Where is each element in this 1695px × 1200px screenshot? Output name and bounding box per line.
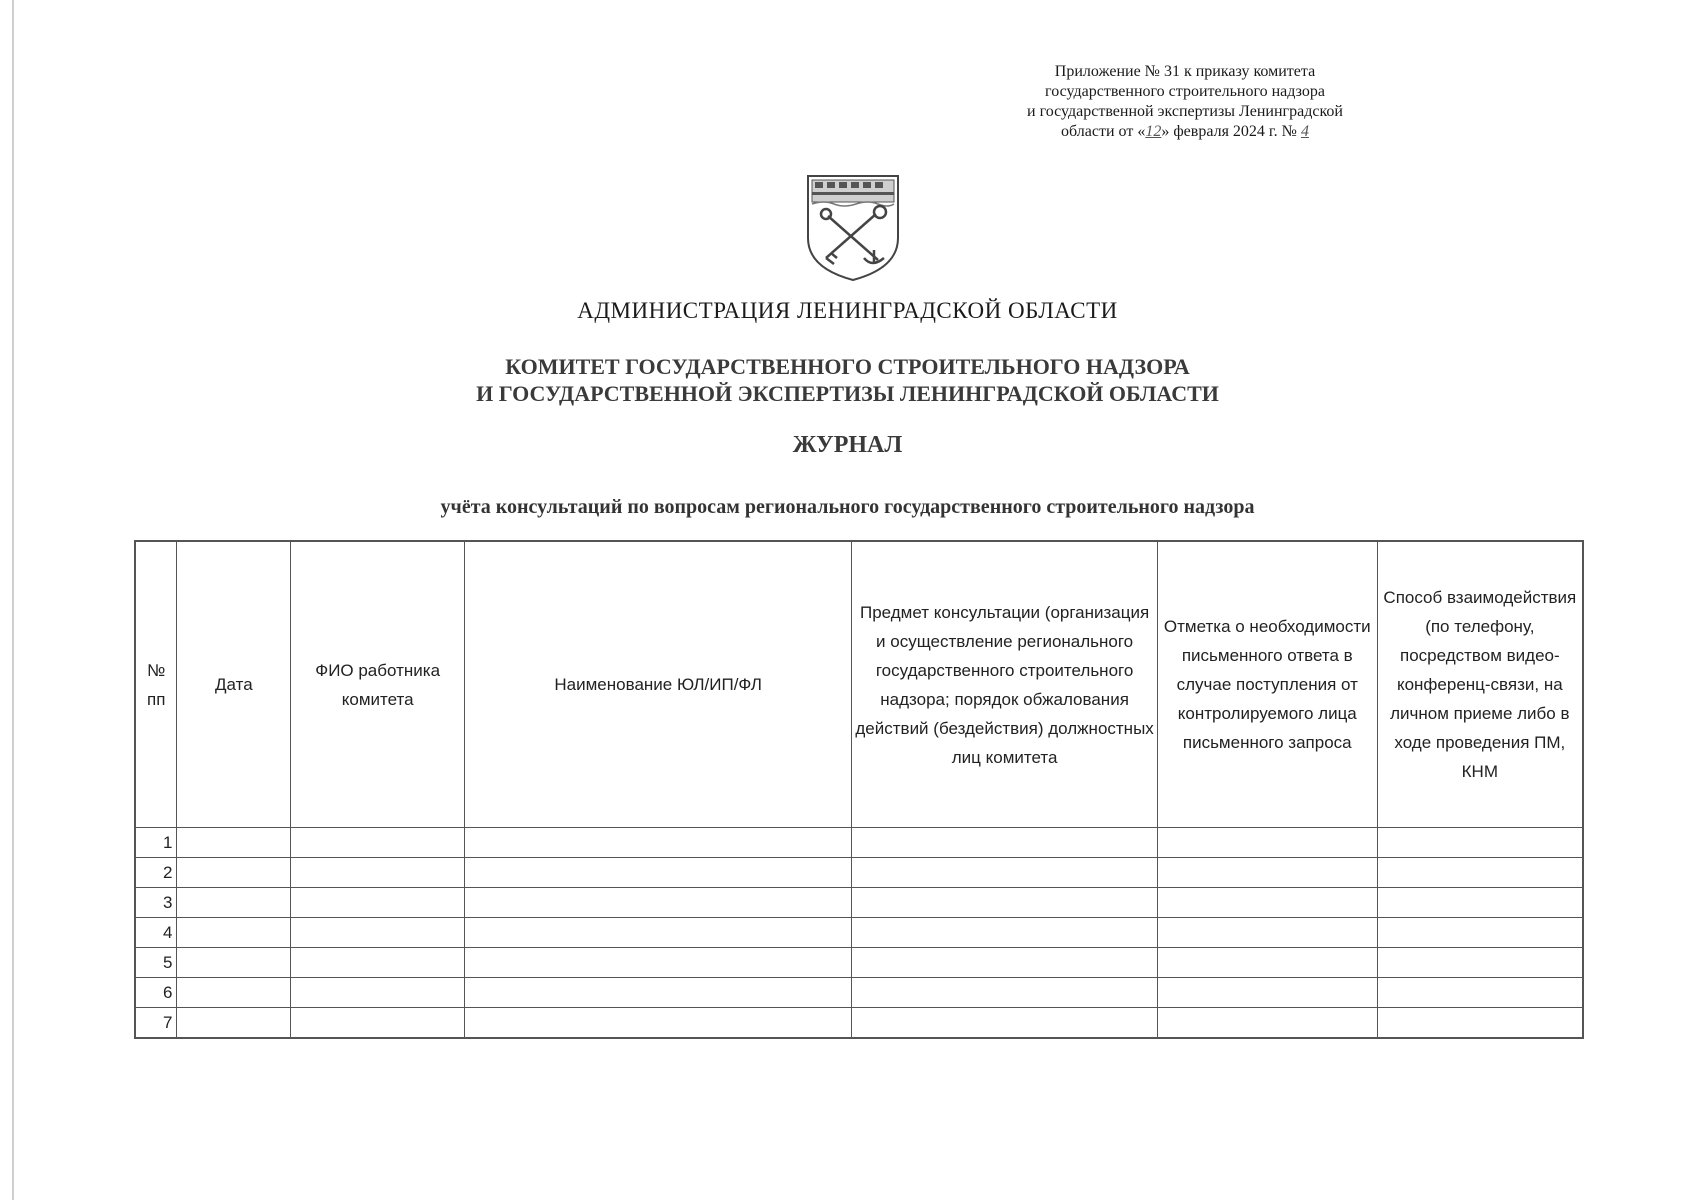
consultation-register-table <box>134 540 1584 1039</box>
table-row <box>135 948 1583 978</box>
table-row <box>135 918 1583 948</box>
header-written-response-mark: Отметка о необходимости письменного ответа в случае поступления от контролируемого лица письменного запроса <box>1157 541 1377 828</box>
consultation-subject-cell <box>852 948 1158 978</box>
row-number-cell: 6 <box>135 978 177 1008</box>
organization-name-cell <box>465 948 852 978</box>
appendix-line-4 <box>940 122 1430 142</box>
consultation-subject-cell <box>852 978 1158 1008</box>
journal-title: ЖУРНАЛ <box>792 432 903 458</box>
organization-name-cell <box>465 1008 852 1039</box>
interaction-method-cell <box>1377 978 1583 1008</box>
organization-name-cell <box>465 918 852 948</box>
date-cell <box>177 1008 291 1039</box>
interaction-method-cell <box>1377 828 1583 858</box>
employee-name-cell <box>291 948 465 978</box>
appendix-date-prefix: области от « <box>1061 123 1146 140</box>
interaction-method-cell <box>1377 948 1583 978</box>
table-row <box>135 1008 1583 1039</box>
header-organization-name: Наименование ЮЛ/ИП/ФЛ <box>465 541 852 828</box>
appendix-date-middle: » февраля 2024 г. № <box>1161 123 1297 140</box>
journal-subtitle: учёта консультаций по вопросам регионального государственного строительного надзора <box>440 496 1255 518</box>
organization-name-cell <box>465 888 852 918</box>
table-row <box>135 978 1583 1008</box>
header-employee-name: ФИО работника комитета <box>291 541 465 828</box>
written-response-mark-cell <box>1157 1008 1377 1039</box>
interaction-method-cell <box>1377 858 1583 888</box>
interaction-method-cell <box>1377 888 1583 918</box>
interaction-method-cell <box>1377 918 1583 948</box>
written-response-mark-cell <box>1157 918 1377 948</box>
table-row <box>135 828 1583 858</box>
scan-edge-line <box>12 0 14 1200</box>
appendix-reference <box>940 62 1430 142</box>
appendix-line-3: и государственной экспертизы Ленинградской <box>1027 103 1343 120</box>
consultation-subject-cell <box>852 1008 1158 1039</box>
employee-name-cell <box>291 858 465 888</box>
header-consultation-subject: Предмет консультации (организация и осуществление регионального государственного строительного надзора; порядок обжалования действий (бездействия) должностных лиц комитета <box>852 541 1158 828</box>
consultation-subject-cell <box>852 828 1158 858</box>
organization-name-cell <box>465 858 852 888</box>
written-response-mark-cell <box>1157 888 1377 918</box>
row-number-cell: 5 <box>135 948 177 978</box>
employee-name-cell <box>291 888 465 918</box>
leningrad-oblast-coat-of-arms-icon <box>804 172 902 284</box>
employee-name-cell <box>291 828 465 858</box>
consultation-subject-cell <box>852 918 1158 948</box>
consultation-subject-cell <box>852 858 1158 888</box>
row-number-cell: 2 <box>135 858 177 888</box>
committee-title-line-1: КОМИТЕТ ГОСУДАРСТВЕННОГО СТРОИТЕЛЬНОГО НАДЗОРА <box>505 354 1190 379</box>
employee-name-cell <box>291 1008 465 1039</box>
appendix-line-1: Приложение № 31 к приказу комитета <box>1054 63 1316 80</box>
date-cell <box>177 948 291 978</box>
date-cell <box>177 918 291 948</box>
header-row-number: № пп <box>135 541 177 828</box>
date-cell <box>177 858 291 888</box>
committee-title <box>0 353 1695 407</box>
row-number-cell: 1 <box>135 828 177 858</box>
table-row <box>135 858 1583 888</box>
organization-name-cell <box>465 978 852 1008</box>
employee-name-cell <box>291 918 465 948</box>
table-header-row <box>135 541 1583 828</box>
row-number-cell: 7 <box>135 1008 177 1039</box>
date-cell <box>177 828 291 858</box>
employee-name-cell <box>291 978 465 1008</box>
header-interaction-method: Способ взаимодействия (по телефону, посредством видео-конференц-связи, на личном приеме либо в ходе проведения ПМ, КНМ <box>1377 541 1583 828</box>
date-cell <box>177 978 291 1008</box>
administration-title: АДМИНИСТРАЦИЯ ЛЕНИНГРАДСКОЙ ОБЛАСТИ <box>577 298 1118 323</box>
handwritten-order-number: 4 <box>1300 123 1309 140</box>
written-response-mark-cell <box>1157 858 1377 888</box>
header-date: Дата <box>177 541 291 828</box>
table-row <box>135 888 1583 918</box>
written-response-mark-cell <box>1157 978 1377 1008</box>
written-response-mark-cell <box>1157 948 1377 978</box>
written-response-mark-cell <box>1157 828 1377 858</box>
row-number-cell: 3 <box>135 888 177 918</box>
organization-name-cell <box>465 828 852 858</box>
date-cell <box>177 888 291 918</box>
handwritten-day: 12 <box>1145 123 1162 140</box>
committee-title-line-2: И ГОСУДАРСТВЕННОЙ ЭКСПЕРТИЗЫ ЛЕНИНГРАДСКОЙ ОБЛАСТИ <box>476 381 1219 406</box>
consultation-subject-cell <box>852 888 1158 918</box>
appendix-line-2: государственного строительного надзора <box>1045 83 1325 100</box>
row-number-cell: 4 <box>135 918 177 948</box>
interaction-method-cell <box>1377 1008 1583 1039</box>
